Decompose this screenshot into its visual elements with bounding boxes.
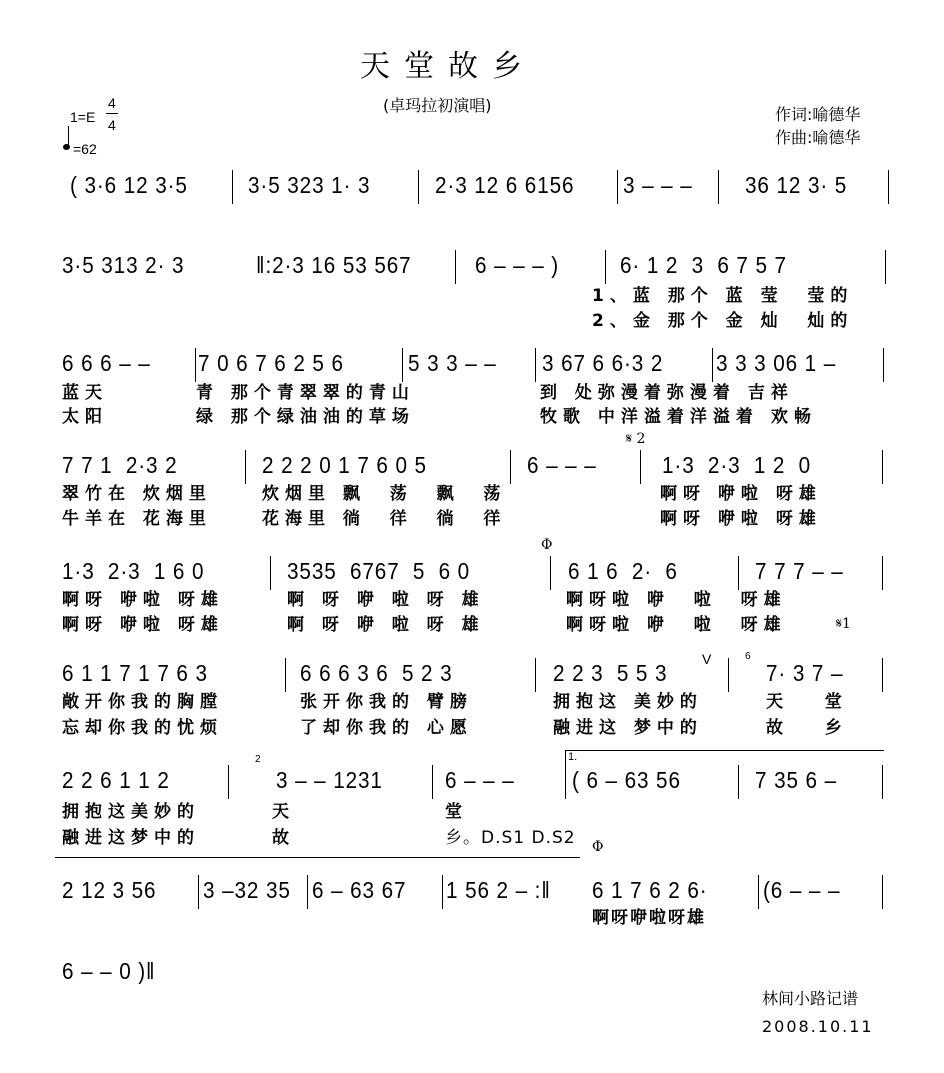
- lyric-verse-2: 融进这梦中的: [62, 828, 200, 848]
- lyric-verse-1: 拥抱这 美妙的: [553, 692, 703, 712]
- lyric-verse-2: 2、金 那个 金 灿 灿的: [592, 311, 854, 331]
- lyric-verse-1: 张开你我的 臂膀: [300, 692, 473, 712]
- lyric-verse-2: 绿 那个绿油油的草场: [196, 407, 415, 427]
- lyric-verse-2: 花海里 徜 徉 徜 徉: [262, 509, 507, 529]
- barline: [510, 450, 511, 484]
- time-signature-bottom: 4: [108, 117, 116, 133]
- measure: 7 7 7 – –: [755, 558, 844, 584]
- measure: 2 2 2 0 1 7 6 0 5: [262, 452, 427, 478]
- measure: 3 67 6 6·3 2: [542, 350, 664, 376]
- measure: 1 56 2 – :‖: [446, 877, 551, 903]
- section-line: [55, 857, 580, 858]
- lyric-verse-1: 啊呀 咿啦 呀雄: [660, 484, 822, 504]
- measure: 7 0 6 7 6 2 5 6: [198, 350, 344, 376]
- barline: [228, 765, 229, 799]
- lyric-verse-1: 1、蓝 那个 蓝 莹 莹的: [592, 286, 854, 306]
- lyric-verse-1: 啊呀啦 咿 啦 呀雄: [566, 590, 787, 610]
- lyric-verse-2: 融进这 梦中的: [553, 718, 703, 738]
- barline: [195, 348, 196, 382]
- measure: 7 7 1 2·3 2: [62, 452, 178, 478]
- barline: [307, 875, 308, 909]
- barline: [605, 250, 606, 284]
- lyric-verse-2: 故: [272, 828, 295, 848]
- measure: 3 – – –: [623, 172, 693, 198]
- barline: [285, 658, 286, 692]
- key-signature: 1=E: [70, 109, 96, 125]
- barline: [640, 450, 641, 484]
- lyric-verse-2: 啊呀啦 咿 啦 呀雄: [566, 615, 787, 635]
- lyric-coda: 啊呀咿啦呀雄: [592, 908, 706, 928]
- barline: [882, 450, 883, 484]
- measure: 1·3 2·3 1 6 0: [62, 558, 205, 584]
- lyric-verse-2: 太阳: [62, 407, 108, 427]
- barline: [455, 250, 456, 284]
- volta-label: 1.: [568, 751, 578, 763]
- measure: 6 1 6 2· 6: [568, 558, 678, 584]
- lyric-verse-1: 啊呀 咿啦 呀雄: [62, 590, 224, 610]
- measure: 36 12 3· 5: [745, 172, 848, 198]
- measure: 6 – – – ): [475, 252, 560, 278]
- lyric-verse-1: 蓝天: [62, 383, 108, 403]
- quarter-note-icon: [63, 144, 70, 150]
- lyric-verse-2: 啊呀 咿啦 呀雄: [62, 615, 224, 635]
- measure: 3·5 313 2· 3: [62, 252, 185, 278]
- lyric-verse-1: 天: [272, 802, 295, 822]
- barline: [885, 250, 886, 284]
- barline: [738, 556, 739, 590]
- measure: 2 2 3 5 5 3: [553, 660, 668, 686]
- measure: 6 – – 0 )‖: [62, 958, 156, 984]
- date: 2008.10.11: [762, 1017, 874, 1036]
- lyric-verse-1: 啊 呀 咿 啦 呀 雄: [287, 590, 485, 610]
- coda-marker: Φ: [541, 537, 553, 553]
- coda-marker: Φ: [592, 839, 604, 855]
- measure: ( 6 – 63 56: [572, 767, 681, 793]
- breath-mark: V: [702, 651, 712, 667]
- lyricist: 作词:喻德华: [775, 105, 861, 124]
- barline: [888, 170, 889, 204]
- barline: [418, 170, 419, 204]
- barline: [198, 875, 199, 909]
- lyric-verse-2-ds: 乡。D.S1 D.S2: [445, 828, 576, 848]
- volta-bracket: [565, 750, 884, 765]
- barline: [712, 348, 713, 382]
- measure: 6 1 7 6 2 6·: [592, 877, 708, 903]
- tempo: =62: [73, 141, 97, 157]
- barline: [882, 556, 883, 590]
- measure: 7 35 6 –: [755, 767, 838, 793]
- time-signature-line: [106, 113, 118, 114]
- segno-2-marker: 𝄋 2: [626, 432, 646, 447]
- lyric-verse-1: 青 那个青翠翠的青山: [196, 383, 415, 403]
- performer-note: (卓玛拉初演唱): [383, 96, 492, 115]
- song-title: 天堂故乡: [360, 49, 536, 84]
- measure: 6 1 1 7 1 7 6 3: [62, 660, 208, 686]
- barline: [738, 765, 739, 799]
- segno-1-marker: 𝄋1: [836, 616, 851, 632]
- grace-note: 2: [255, 754, 261, 765]
- barline: [535, 348, 536, 382]
- barline: [535, 658, 536, 692]
- measure: 3535 6767 5 6 0: [287, 558, 471, 584]
- measure: 3 – – 1231: [276, 767, 383, 793]
- measure: 6 – – –: [445, 767, 515, 793]
- measure: 6 – 63 67: [312, 877, 407, 903]
- lyric-verse-2: 啊 呀 咿 啦 呀 雄: [287, 615, 485, 635]
- transcriber: 林间小路记谱: [762, 989, 859, 1008]
- barline: [617, 170, 618, 204]
- lyric-verse-1: 敞开你我的胸膛: [62, 692, 223, 712]
- barline: [565, 765, 566, 799]
- measure: 3 3 3 06 1 –: [716, 350, 837, 376]
- barline: [402, 348, 403, 382]
- lyric-verse-1: 堂: [445, 802, 468, 822]
- lyric-verse-1: 天 堂: [766, 692, 848, 712]
- barline: [442, 875, 443, 909]
- lyric-verse-1: 炊烟里 飘 荡 飘 荡: [262, 484, 507, 504]
- barline: [245, 450, 246, 484]
- barline: [550, 556, 551, 590]
- barline: [270, 556, 271, 590]
- measure: 6 6 6 3 6 5 2 3: [300, 660, 453, 686]
- barline: [758, 875, 759, 909]
- barline: [882, 765, 883, 799]
- barline: [728, 658, 729, 692]
- measure: ( 3·6 12 3·5: [70, 172, 188, 198]
- measure: 2 12 3 56: [62, 877, 157, 903]
- barline: [718, 170, 719, 204]
- lyric-verse-1: 拥抱这美妙的: [62, 802, 200, 822]
- measure: 2·3 12 6 6156: [435, 172, 575, 198]
- lyric-verse-2: 牧歌 中洋溢着洋溢着 欢畅: [540, 407, 817, 427]
- lyric-verse-2: 了却你我的 心愿: [300, 718, 473, 738]
- composer: 作曲:喻德华: [775, 128, 861, 147]
- measure: 2 2 6 1 1 2: [62, 767, 170, 793]
- barline: [882, 658, 883, 692]
- grace-note: 6: [745, 651, 751, 662]
- measure: 7· 3 7 –: [766, 660, 844, 686]
- measure: 6 – – –: [527, 452, 597, 478]
- measure: 6 6 6 – –: [62, 350, 151, 376]
- measure: ‖:2·3 16 53 567: [256, 252, 412, 278]
- barline: [232, 170, 233, 204]
- measure: 5 3 3 – –: [408, 350, 497, 376]
- measure: 1·3 2·3 1 2 0: [662, 452, 812, 478]
- measure: 6· 1 2 3 6 7 5 7: [620, 252, 787, 278]
- lyric-verse-1: 翠竹在 炊烟里: [62, 484, 212, 504]
- barline: [882, 875, 883, 909]
- lyric-verse-2: 啊呀 咿啦 呀雄: [660, 509, 822, 529]
- measure: 3 –32 35: [203, 877, 291, 903]
- lyric-verse-2: 牛羊在 花海里: [62, 509, 212, 529]
- measure: (6 – – –: [763, 877, 841, 903]
- lyric-verse-2: 忘却你我的忧烦: [62, 718, 223, 738]
- lyric-verse-1: 到 处弥漫着弥漫着 吉祥: [540, 383, 794, 403]
- barline: [432, 765, 433, 799]
- barline: [883, 348, 884, 382]
- measure: 3·5 323 1· 3: [248, 172, 371, 198]
- lyric-verse-2: 故 乡: [766, 718, 848, 738]
- time-signature-top: 4: [108, 95, 116, 111]
